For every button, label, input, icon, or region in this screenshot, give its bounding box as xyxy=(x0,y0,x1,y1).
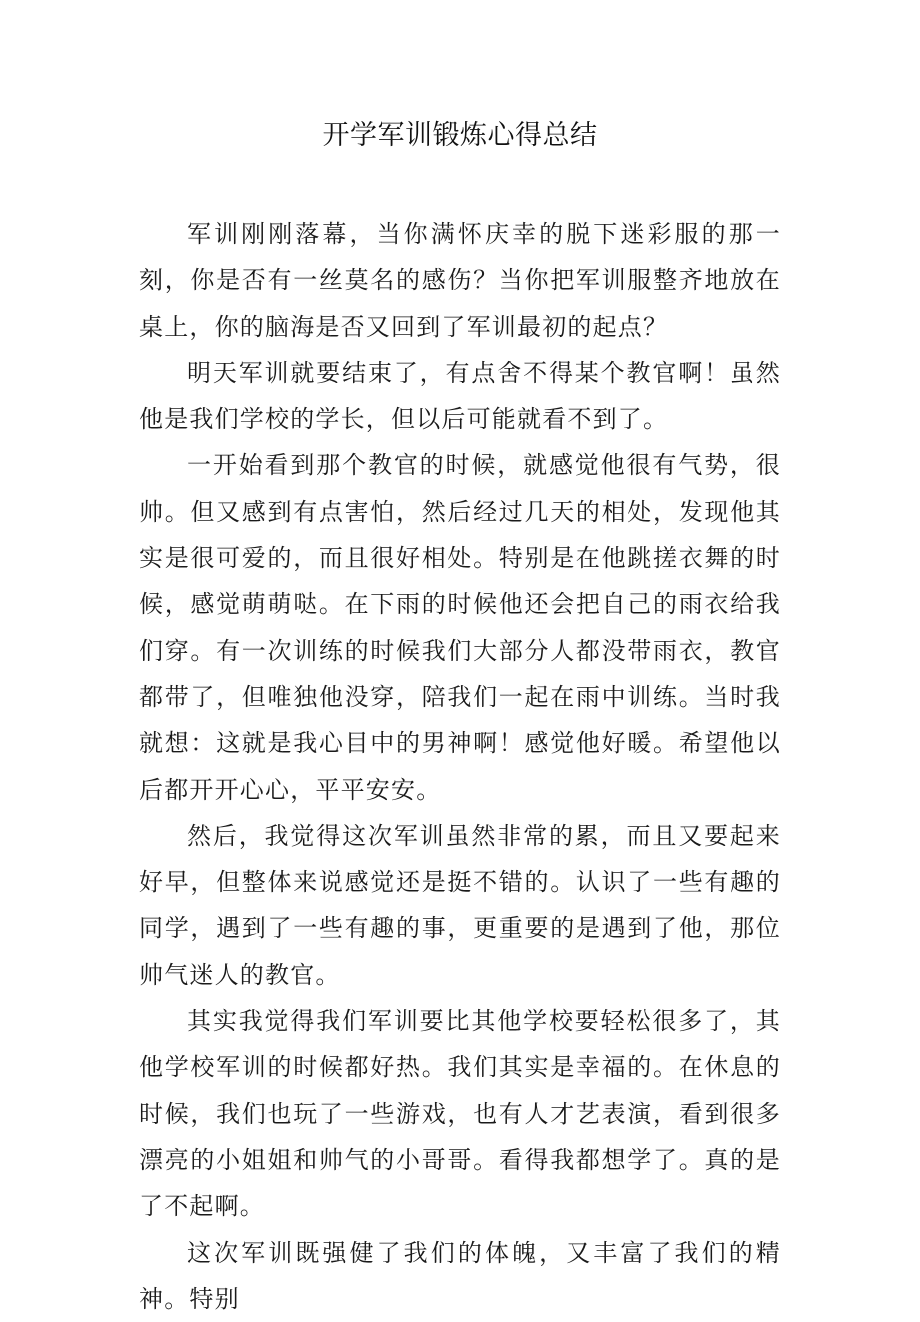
paragraph: 军训刚刚落幕，当你满怀庆幸的脱下迷彩服的那一刻，你是否有一丝莫名的感伤？当你把军训服整齐地放在桌上，你的脑海是否又回到了军训最初的起点？ xyxy=(139,220,781,341)
paragraph: 这次军训既强健了我们的体魄，又丰富了我们的精神。特别 xyxy=(139,1238,781,1313)
paragraph: 然后，我觉得这次军训虽然非常的累，而且又要起来好早，但整体来说感觉还是挺不错的。认识了一些有趣的同学，遇到了一些有趣的事，更重要的是遇到了他，那位帅气迷人的教官。 xyxy=(139,821,781,989)
document-title: 开学军训锻炼心得总结 xyxy=(322,120,598,151)
paragraph: 一开始看到那个教官的时候，就感觉他很有气势，很帅。但又感到有点害怕，然后经过几天的相处，发现他其实是很可爱的，而且很好相处。特别是在他跳搓衣舞的时候，感觉萌萌哒。在下雨的时候他还会把自己的雨衣给我们穿。有一次训练的时候我们大部分人都没带雨衣，教官都带了，但唯独他没穿，陪我们一起在雨中训练。当时我就想：这就是我心目中的男神啊！感觉他好暖。希望他以后都开开心心，平平安安。 xyxy=(139,451,781,804)
document-body xyxy=(139,211,781,1322)
paragraph: 明天军训就要结束了，有点舍不得某个教官啊！虽然他是我们学校的学长，但以后可能就看不到了。 xyxy=(139,358,781,434)
paragraph: 其实我觉得我们军训要比其他学校要轻松很多了，其他学校军训的时候都好热。我们其实是幸福的。在休息的时候，我们也玩了一些游戏，也有人才艺表演，看到很多漂亮的小姐姐和帅气的小哥哥。看得我都想学了。真的是了不起啊。 xyxy=(139,1007,781,1221)
